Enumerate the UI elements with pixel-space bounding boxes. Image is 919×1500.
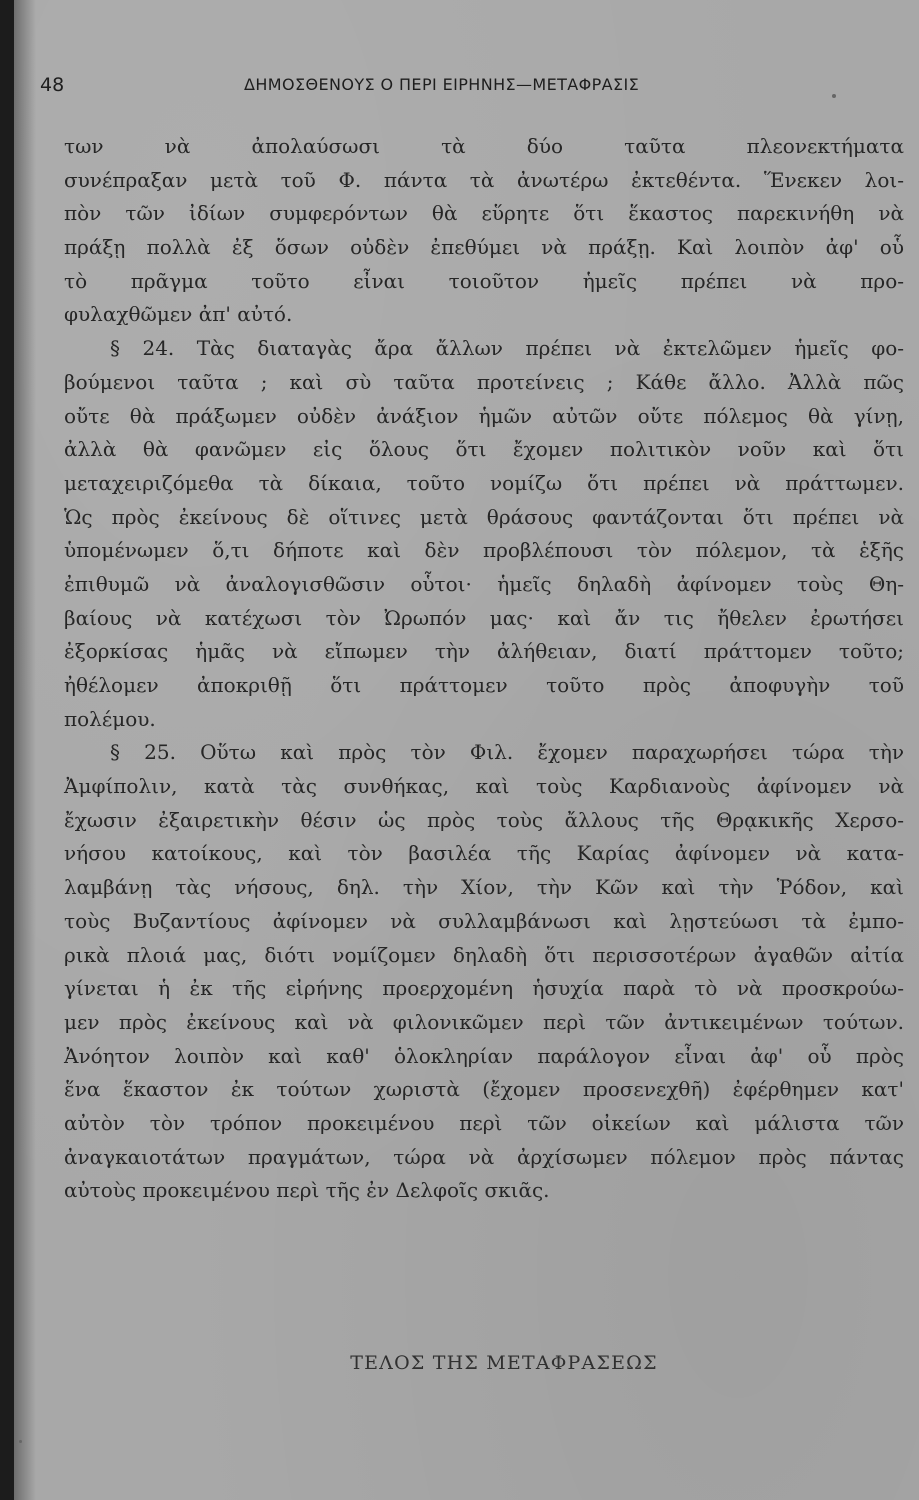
text-line: ἀλλὰ θὰ φανῶμεν εἰς ὅλους ὅτι ἔχομεν πολιτικὸν νοῦν καὶ ὅτι <box>64 437 904 462</box>
text-line: γίνεται ἡ ἐκ τῆς εἰρήνης προερχομένη ἡσυχία παρὰ τὸ νὰ προσκρούω- <box>64 976 904 1001</box>
ending-label: ΤΕΛΟΣ ΤΗΣ ΜΕΤΑΦΡΑΣΕΩΣ <box>350 1352 658 1374</box>
text-line: ἐξορκίσας ἡμᾶς νὰ εἴπωμεν τὴν ἀλήθειαν, διατί πράττομεν τοῦτο; <box>64 639 904 664</box>
print-speck <box>19 1440 22 1443</box>
text-line: οὔτε θὰ πράξωμεν οὐδὲν ἀνάξιον ἡμῶν αὐτῶν οὔτε πόλεμος θὰ γίνῃ, <box>64 403 904 428</box>
text-line: αὐτοὺς προκειμένου περὶ τῆς ἐν Δελφοῖς σκιᾶς. <box>64 1178 550 1203</box>
text-line: πολέμου. <box>64 706 156 731</box>
book-page <box>14 0 919 1500</box>
section-24-start: § 24. Τὰς διαταγὰς ἄρα ἄλλων πρέπει νὰ ἐκτελῶμεν ἡμεῖς φο- <box>110 336 904 361</box>
text-line: ρικὰ πλοιά μας, διότι νομίζομεν δηλαδὴ ὅτι περισσοτέρων ἀγαθῶν αἰτία <box>64 942 904 967</box>
page-number: 48 <box>40 74 65 96</box>
text-line: μεταχειριζόμεθα τὰ δίκαια, τοῦτο νομίζω ὅτι πρέπει νὰ πράττωμεν. <box>64 470 904 495</box>
text-line: πὸν τῶν ἰδίων συμφερόντων θὰ εὕρητε ὅτι ἕκαστος παρεκινήθη νὰ <box>64 201 904 226</box>
text-line: ἠθέλομεν ἀποκριθῇ ὅτι πράττομεν τοῦτο πρὸς ἀποφυγὴν τοῦ <box>64 673 904 697</box>
text-line: τοὺς Βυζαντίους ἀφίνομεν νὰ συλλαμβάνωσι καὶ λῃστεύωσι τὰ ἐμπο- <box>64 908 904 933</box>
text-line: ἀναγκαιοτάτων πραγμάτων, τώρα νὰ ἀρχίσωμεν πόλεμον πρὸς πάντας <box>64 1144 904 1169</box>
text-line: φυλαχθῶμεν ἀπ' αὐτό. <box>64 302 293 327</box>
text-line: Ἀνόητον λοιπὸν καὶ καθ' ὁλοκληρίαν παράλογον εἶναι ἀφ' οὗ πρὸς <box>64 1043 904 1068</box>
end-of-translation <box>64 1352 904 1374</box>
text-line: βούμενοι ταῦτα ; καὶ σὺ ταῦτα προτείνεις ; Κάθε ἄλλο. Ἀλλὰ πῶς <box>64 369 904 394</box>
text-line: ἔχωσιν ἐξαιρετικὴν θέσιν ὡς πρὸς τοὺς ἄλλους τῆς Θρᾳκικῆς Χερσο- <box>64 807 904 832</box>
running-title: ΔΗΜΟΣΘΕΝΟΥΣ Ο ΠΕΡΙ ΕΙΡΗΝΗΣ—ΜΕΤΑΦΡΑΣΙΣ <box>244 75 640 94</box>
text-line: συνέπραξαν μετὰ τοῦ Φ. πάντα τὰ ἀνωτέρω ἐκτεθέντα. Ἕνεκεν λοι- <box>64 167 904 192</box>
text-line: τὸ πρᾶγμα τοῦτο εἶναι τοιοῦτον ἡμεῖς πρέπει νὰ προ- <box>64 268 904 293</box>
section-25-start: § 25. Οὕτω καὶ πρὸς τὸν Φιλ. ἔχομεν παραχωρήσει τώρα τὴν <box>110 740 904 765</box>
text-line: Ὡς πρὸς ἐκείνους δὲ οἵτινες μετὰ θράσους φαντάζονται ὅτι πρέπει νὰ <box>64 504 904 529</box>
text-line: λαμβάνῃ τὰς νήσους, δηλ. τὴν Χίον, τὴν Κῶν καὶ τὴν Ῥόδον, καὶ <box>64 875 904 900</box>
text-line: ὑπομένωμεν ὅ,τι δήποτε καὶ δὲν προβλέπουσι τὸν πόλεμον, τὰ ἑξῆς <box>64 538 904 563</box>
text-line: βαίους νὰ κατέχωσι τὸν Ὠρωπόν μας· καὶ ἄν τις ἤθελεν ἐρωτήσει <box>64 605 904 630</box>
text-line: αὐτὸν τὸν τρόπον προκειμένου περὶ τῶν οἰκείων καὶ μάλιστα τῶν <box>64 1110 904 1135</box>
text-line: Ἀμφίπολιν, κατὰ τὰς συνθήκας, καὶ τοὺς Καρδιανοὺς ἀφίνομεν νὰ <box>64 774 904 799</box>
print-speck <box>832 94 836 98</box>
running-head <box>40 74 900 104</box>
text-line: ἕνα ἕκαστον ἐκ τούτων χωριστὰ (ἔχομεν προσενεχθῆ) ἐφέρθημεν κατ' <box>64 1077 904 1102</box>
text-line: ἐπιθυμῶ νὰ ἀναλογισθῶσιν οὗτοι· ἡμεῖς δηλαδὴ ἀφίνομεν τοὺς Θη- <box>64 571 904 596</box>
text-line: των νὰ ἀπολαύσωσι τὰ δύο ταῦτα πλεονεκτήματα <box>64 134 904 158</box>
text-line: νήσου κατοίκους, καὶ τὸν βασιλέα τῆς Καρίας ἀφίνομεν νὰ κατα- <box>64 841 904 866</box>
body-text <box>64 130 904 1208</box>
text-line: μεν πρὸς ἐκείνους καὶ νὰ φιλονικῶμεν περὶ τῶν ἀντικειμένων τούτων. <box>64 1009 904 1034</box>
binding-shadow <box>14 0 36 1500</box>
text-line: πράξῃ πολλὰ ἐξ ὅσων οὐδὲν ἐπεθύμει νὰ πράξῃ. Καὶ λοιπὸν ἀφ' οὗ <box>64 235 904 260</box>
